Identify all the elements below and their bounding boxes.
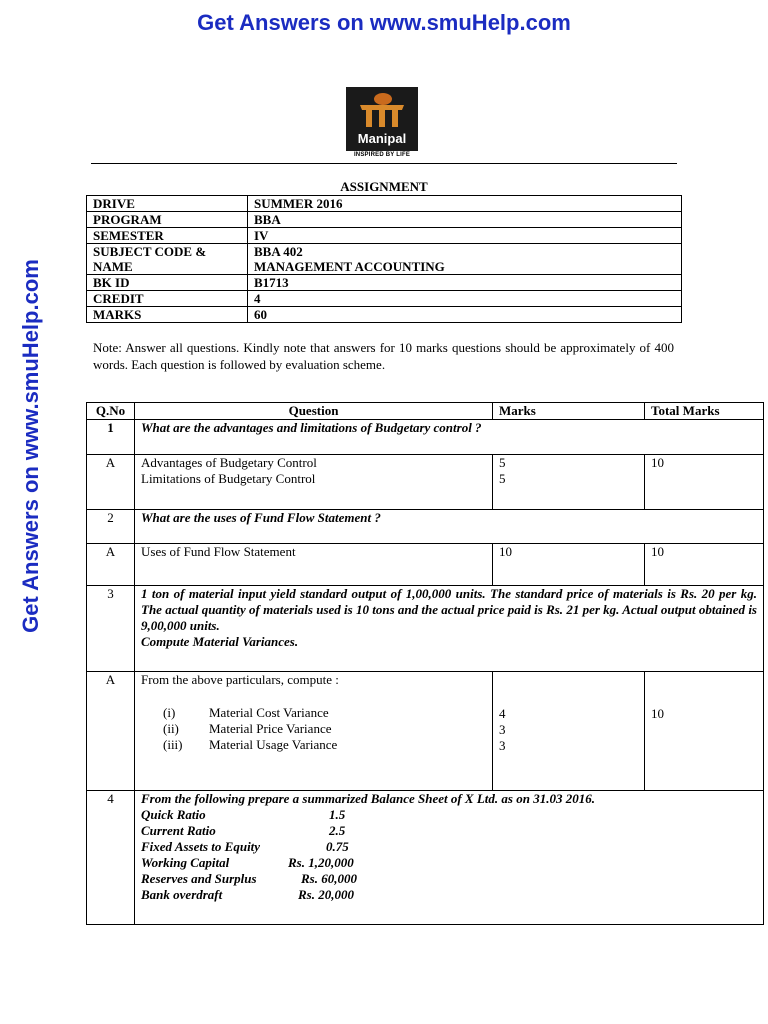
info-key-line: NAME	[93, 259, 133, 274]
questions-table	[86, 402, 764, 925]
answer-parts	[135, 455, 493, 510]
answer-line: Limitations of Budgetary Control	[141, 471, 316, 486]
info-value: BBA	[248, 212, 682, 228]
top-banner-link[interactable]: Get Answers on www.smuHelp.com	[197, 10, 571, 35]
sub-item-text: Material Usage Variance	[209, 737, 338, 752]
ratio-item	[141, 823, 757, 839]
marks-value: 5	[499, 471, 506, 486]
ratio-label: Bank overdraft	[141, 887, 223, 902]
marks-value: 3	[499, 738, 506, 753]
logo-tagline: INSPIRED BY LIFE	[353, 152, 411, 158]
ratio-value: Rs. 60,000	[301, 871, 357, 886]
ratio-label: Current Ratio	[141, 823, 216, 838]
marks-value: 5	[499, 455, 506, 470]
ratio-item	[141, 887, 757, 903]
table-header-row	[87, 403, 764, 420]
total-marks-cell: 10	[645, 544, 764, 586]
table-row-q3	[87, 586, 764, 672]
table-row-q1	[87, 420, 764, 455]
ratio-value: Rs. 20,000	[298, 887, 354, 902]
ratio-label: Reserves and Surplus	[141, 871, 257, 886]
info-row-subject	[87, 244, 682, 275]
answer-parts	[135, 672, 493, 791]
assignment-info-table	[86, 195, 682, 323]
info-key	[87, 244, 248, 275]
question-number: 1	[87, 420, 135, 455]
ratio-item	[141, 839, 757, 855]
ratio-value: 1.5	[329, 807, 346, 822]
info-key: BK ID	[87, 275, 248, 291]
ratio-label: Fixed Assets to Equity	[141, 839, 261, 854]
ratio-label: Quick Ratio	[141, 807, 206, 822]
ratio-value: Rs. 1,20,000	[288, 855, 354, 870]
marks-value: 4	[499, 706, 506, 721]
sub-item-text: Material Cost Variance	[209, 705, 329, 720]
sub-item-text: Material Price Variance	[209, 721, 332, 736]
ratio-value: 0.75	[326, 839, 349, 854]
sub-item-number: (i)	[163, 705, 176, 720]
svg-text:Manipal: Manipal	[357, 131, 407, 146]
answer-intro: From the above particulars, compute :	[141, 672, 339, 687]
question-text	[135, 586, 764, 672]
instructions-note: Note: Answer all questions. Kindly note that answers for 10 marks questions should be approximately of 400 words. Each question is followed by evaluation scheme.	[93, 340, 674, 372]
sub-item-number: (iii)	[163, 737, 183, 752]
info-key: CREDIT	[87, 291, 248, 307]
sub-item	[141, 737, 486, 753]
question-text-line: 1 ton of material input yield standard output of 1,00,000 units. The standard price of materials is Rs. 20 per kg. The actual quantity of materials used is 10 tons and the actual price paid is Rs. 21 per kg. Actual output obtained is 9,00,000 units.	[141, 586, 757, 633]
table-row-q4	[87, 791, 764, 925]
marks-cell	[493, 455, 645, 510]
manipal-logo	[346, 87, 418, 151]
ratio-value: 2.5	[329, 823, 346, 838]
info-row-marks	[87, 307, 682, 323]
sub-item-number: (ii)	[163, 721, 179, 736]
info-value: 4	[248, 291, 682, 307]
total-marks-cell: 10	[645, 455, 764, 510]
info-value: IV	[248, 228, 682, 244]
info-key: MARKS	[87, 307, 248, 323]
question-text-line: Compute Material Variances.	[141, 634, 299, 649]
answer-label: A	[87, 544, 135, 586]
table-row-q2	[87, 510, 764, 544]
table-row-a1	[87, 455, 764, 510]
info-value-line: MANAGEMENT ACCOUNTING	[254, 259, 445, 274]
marks-value: 10	[493, 544, 645, 586]
info-row-credit	[87, 291, 682, 307]
question-text-line: From the following prepare a summarized Balance Sheet of X Ltd. as on 31.03 2016.	[141, 791, 595, 806]
question-text	[135, 791, 764, 925]
question-text: What are the uses of Fund Flow Statement ?	[135, 510, 764, 544]
total-marks-cell	[645, 672, 764, 791]
info-key-line: SUBJECT CODE &	[93, 244, 207, 259]
ratio-item	[141, 855, 757, 871]
header-question: Question	[135, 403, 493, 420]
ratio-label: Working Capital	[141, 855, 230, 870]
info-value-line: BBA 402	[254, 244, 303, 259]
table-row-a2	[87, 544, 764, 586]
info-value: B1713	[248, 275, 682, 291]
info-key: DRIVE	[87, 196, 248, 212]
side-banner-link[interactable]: Get Answers on www.smuHelp.com	[18, 259, 43, 633]
info-row-program	[87, 212, 682, 228]
header-total-marks: Total Marks	[645, 403, 764, 420]
answer-label: A	[87, 455, 135, 510]
marks-cell	[493, 672, 645, 791]
question-number: 4	[87, 791, 135, 925]
answer-label: A	[87, 672, 135, 791]
ratio-item	[141, 807, 757, 823]
marks-value: 3	[499, 722, 506, 737]
question-number: 3	[87, 586, 135, 672]
answer-line: Advantages of Budgetary Control	[141, 455, 317, 470]
info-value	[248, 244, 682, 275]
table-row-a3	[87, 672, 764, 791]
sub-item	[141, 721, 486, 737]
question-number: 2	[87, 510, 135, 544]
info-key: PROGRAM	[87, 212, 248, 228]
info-row-drive	[87, 196, 682, 212]
answer-line: Uses of Fund Flow Statement	[135, 544, 493, 586]
total-marks-value: 10	[651, 706, 664, 721]
ratio-item	[141, 871, 757, 887]
info-row-bkid	[87, 275, 682, 291]
header-divider	[91, 163, 677, 164]
info-value: SUMMER 2016	[248, 196, 682, 212]
header-marks: Marks	[493, 403, 645, 420]
info-row-semester	[87, 228, 682, 244]
info-key: SEMESTER	[87, 228, 248, 244]
header-qno: Q.No	[87, 403, 135, 420]
info-value: 60	[248, 307, 682, 323]
question-text: What are the advantages and limitations of Budgetary control ?	[135, 420, 764, 455]
sub-item	[141, 705, 486, 721]
assignment-title: ASSIGNMENT	[340, 179, 428, 194]
